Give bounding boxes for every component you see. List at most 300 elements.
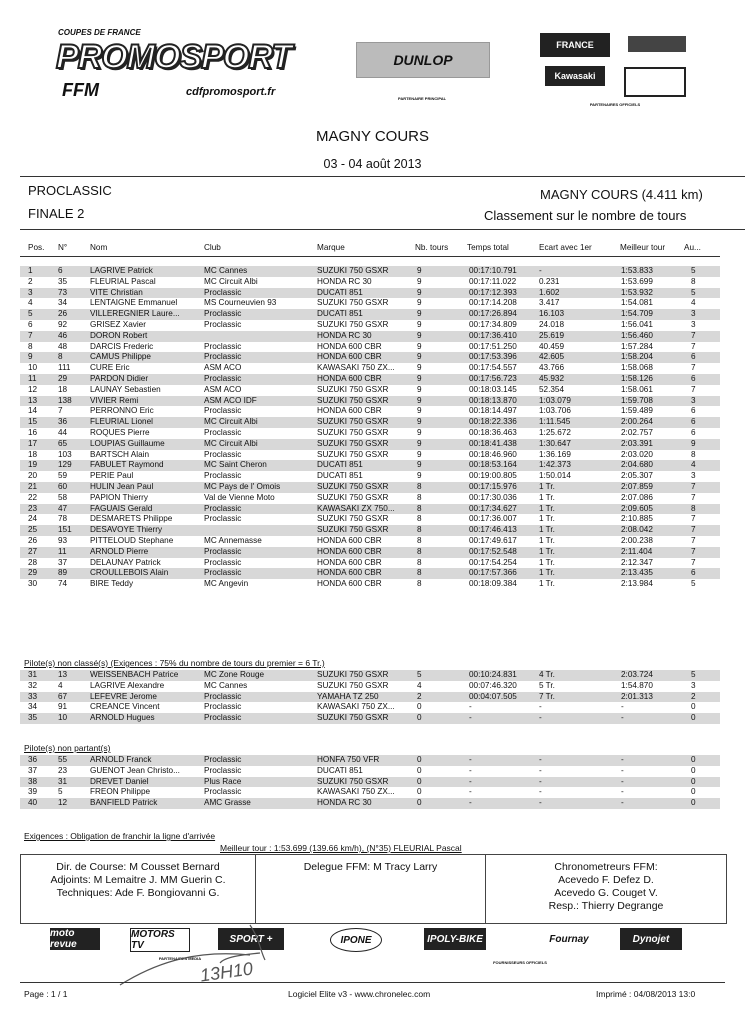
- cell-total-time: 00:17:52.548: [469, 546, 517, 556]
- cell-club: MC Saint Cheron: [204, 460, 267, 470]
- cell-total-time: 00:17:34.809: [469, 320, 517, 329]
- cell-club: Proclassic: [204, 702, 242, 712]
- cell-pos: 8: [28, 341, 33, 351]
- cell-gap: 1 Tr.: [539, 536, 555, 545]
- cell-best-lap: 1:54.870: [621, 680, 653, 690]
- cell-au: 7: [691, 546, 696, 556]
- cell-club: MC Circuit Albi: [204, 276, 258, 286]
- cell-name: FAGUAIS Gerald: [90, 503, 153, 513]
- cell-club: MS Courneuvien 93: [204, 298, 277, 308]
- cell-make: SUZUKI 750 GSXR: [317, 384, 389, 394]
- technical-staff: Techniques: Ade F. Bongiovanni G.: [56, 887, 220, 899]
- col-au: Au...: [684, 243, 701, 252]
- cell-total-time: 00:17:49.617: [469, 536, 517, 545]
- cell-au: 0: [691, 787, 696, 797]
- cell-name: DARCIS Frederic: [90, 341, 154, 351]
- cell-pos: 9: [28, 352, 33, 362]
- col-make: Marque: [317, 243, 345, 252]
- table-row: [20, 798, 720, 809]
- cell-au: 6: [691, 428, 696, 437]
- cell-club: Proclassic: [204, 514, 242, 524]
- cell-best-lap: 2:13.435: [621, 568, 653, 578]
- cell-best-lap: 1:56.041: [621, 320, 653, 329]
- cell-laps: 9: [417, 266, 422, 275]
- table-row: [20, 514, 720, 525]
- cell-au: 4: [691, 460, 696, 470]
- france-equipement-logo: FRANCE: [540, 33, 610, 57]
- cell-best-lap: 2:03.391: [621, 438, 653, 448]
- cell-best-lap: 1:53.932: [621, 287, 653, 297]
- cell-name: PAPION Thierry: [90, 492, 148, 502]
- table-row: [20, 525, 720, 536]
- cell-laps: 9: [417, 363, 422, 373]
- table-header: [20, 243, 720, 254]
- col-number: N°: [58, 243, 68, 252]
- cell-laps: 9: [417, 428, 422, 437]
- cell-pos: 38: [28, 776, 38, 786]
- brand-name: PROMOSPORT: [56, 38, 291, 76]
- cell-pos: 6: [28, 320, 33, 329]
- cell-au: 6: [691, 352, 696, 362]
- cell-number: 111: [58, 363, 71, 373]
- event-dates: 03 - 04 août 2013: [323, 157, 422, 171]
- cell-au: 7: [691, 492, 696, 502]
- cell-au: 3: [691, 680, 696, 690]
- cell-best-lap: 2:01.313: [621, 691, 653, 701]
- cell-make: DUCATI 851: [317, 471, 363, 481]
- cell-total-time: 00:17:54.557: [469, 363, 517, 373]
- cell-pos: 27: [28, 546, 38, 556]
- cell-pos: 13: [28, 395, 38, 405]
- cell-name: ROQUES Pierre: [90, 428, 150, 437]
- cell-make: DUCATI 851: [317, 765, 363, 775]
- cell-number: 7: [58, 406, 63, 416]
- category: PROCLASSIC: [28, 183, 112, 198]
- cell-best-lap: 1:58.068: [621, 363, 653, 373]
- cell-total-time: 00:18:14.497: [469, 406, 517, 416]
- cell-number: 18: [58, 384, 68, 394]
- cell-total-time: 00:17:10.791: [469, 266, 517, 275]
- table-row: [20, 374, 720, 385]
- cell-gap: -: [539, 702, 542, 712]
- cell-best-lap: -: [621, 713, 624, 723]
- cell-total-time: -: [469, 765, 472, 775]
- cell-pos: 3: [28, 287, 33, 297]
- cell-name: ARNOLD Hugues: [90, 713, 155, 723]
- timekeeper-1: Acevedo F. Defez D.: [558, 874, 654, 886]
- cell-club: Proclassic: [204, 406, 242, 416]
- cell-pos: 7: [28, 330, 33, 340]
- cell-club: Proclassic: [204, 787, 242, 797]
- cell-pos: 37: [28, 765, 38, 775]
- cell-number: 46: [58, 330, 68, 340]
- cell-best-lap: 1:53.699: [621, 276, 653, 286]
- cell-best-lap: -: [621, 755, 624, 764]
- table-row: [20, 331, 720, 342]
- cell-laps: 2: [417, 691, 422, 701]
- cell-club: Proclassic: [204, 449, 242, 459]
- table-row: [20, 363, 720, 374]
- cell-name: CROULLEBOIS Alain: [90, 568, 169, 578]
- cell-name: LAGRIVE Alexandre: [90, 680, 165, 690]
- cell-name: FLEURIAL Lionel: [90, 417, 153, 427]
- cell-number: 37: [58, 557, 68, 567]
- cell-laps: 8: [417, 525, 422, 535]
- cell-gap: 1 Tr.: [539, 482, 555, 491]
- cell-make: SUZUKI 750 GSXR: [317, 449, 389, 459]
- cell-au: 7: [691, 341, 696, 351]
- table-row: [20, 493, 720, 504]
- cell-gap: 7 Tr.: [539, 691, 555, 701]
- cell-laps: 8: [417, 557, 422, 567]
- cell-club: MC Pays de l' Omois: [204, 482, 281, 491]
- col-pos: Pos.: [28, 243, 45, 252]
- table-row: [20, 428, 720, 439]
- cell-gap: 1 Tr.: [539, 525, 555, 535]
- cell-gap: 3.417: [539, 298, 560, 308]
- cell-gap: 0.231: [539, 276, 560, 286]
- cell-club: MC Cannes: [204, 680, 248, 690]
- cell-make: SUZUKI 750 GSXR: [317, 492, 389, 502]
- ipoly-bike-logo: IPOLY-BIKE: [424, 928, 486, 950]
- cell-club: Val de Vienne Moto: [204, 492, 275, 502]
- cell-au: 9: [691, 438, 696, 448]
- cell-number: 78: [58, 514, 68, 524]
- cell-au: 0: [691, 776, 696, 786]
- cell-gap: 40.459: [539, 341, 565, 351]
- cell-pos: 24: [28, 514, 38, 524]
- cell-make: HONDA 600 CBR: [317, 374, 382, 383]
- cell-name: GRISEZ Xavier: [90, 320, 146, 329]
- cell-number: 73: [58, 287, 68, 297]
- cell-number: 55: [58, 755, 68, 764]
- cell-au: 8: [691, 276, 696, 286]
- cell-laps: 9: [417, 374, 422, 383]
- cell-number: 74: [58, 579, 68, 589]
- cell-total-time: 00:17:15.976: [469, 482, 517, 491]
- cell-make: HONDA 600 CBR: [317, 546, 382, 556]
- cell-make: SUZUKI 750 GSXR: [317, 266, 389, 275]
- cell-name: VITE Christian: [90, 287, 143, 297]
- table-row: [20, 558, 720, 569]
- cell-club: MC Circuit Albi: [204, 417, 258, 427]
- emd-logo: [624, 67, 686, 97]
- kawasaki-logo: Kawasaki: [545, 66, 605, 86]
- table-row: [20, 702, 720, 713]
- cell-au: 3: [691, 320, 696, 329]
- cell-total-time: 00:19:00.805: [469, 471, 517, 481]
- cell-best-lap: 2:00.264: [621, 417, 653, 427]
- cell-total-time: 00:17:51.250: [469, 341, 517, 351]
- cell-gap: 1:03.079: [539, 395, 571, 405]
- cell-pos: 14: [28, 406, 38, 416]
- cell-pos: 4: [28, 298, 33, 308]
- cell-club: Proclassic: [204, 503, 242, 513]
- print-date: Imprimé : 04/08/2013 13:0: [596, 989, 696, 999]
- cell-number: 8: [58, 352, 63, 362]
- cell-club: Proclassic: [204, 568, 242, 578]
- cell-make: HONDA RC 30: [317, 798, 372, 808]
- cell-pos: 26: [28, 536, 38, 545]
- cell-laps: 0: [417, 755, 422, 764]
- cell-total-time: 00:17:57.366: [469, 568, 517, 578]
- table-row: [20, 439, 720, 450]
- cell-total-time: 00:17:46.413: [469, 525, 517, 535]
- cell-number: 89: [58, 568, 68, 578]
- cell-gap: 1:36.169: [539, 449, 571, 459]
- cell-total-time: 00:18:09.384: [469, 579, 517, 589]
- cell-club: Proclassic: [204, 471, 242, 481]
- table-row: [20, 298, 720, 309]
- cell-number: 31: [58, 776, 68, 786]
- cell-make: HONFA 750 VFR: [317, 755, 380, 764]
- cell-best-lap: 1:58.204: [621, 352, 653, 362]
- cell-total-time: 00:04:07.505: [469, 691, 517, 701]
- cell-laps: 9: [417, 298, 422, 308]
- cell-best-lap: -: [621, 702, 624, 712]
- cell-total-time: 00:17:56.723: [469, 374, 517, 383]
- table-row: [20, 766, 720, 777]
- cell-au: 7: [691, 525, 696, 535]
- suppliers-caption: FOURNISSEURS OFFICIELS: [493, 960, 547, 965]
- col-name: Nom: [90, 243, 108, 252]
- cell-gap: 1 Tr.: [539, 568, 555, 578]
- cell-number: 91: [58, 702, 68, 712]
- cell-gap: 25.619: [539, 330, 565, 340]
- cell-name: ARNOLD Pierre: [90, 546, 149, 556]
- divider: [20, 982, 725, 983]
- cell-best-lap: 2:09.605: [621, 503, 653, 513]
- cell-club: MC Annemasse: [204, 536, 262, 545]
- cell-number: 11: [58, 546, 67, 556]
- cell-make: DUCATI 851: [317, 309, 363, 319]
- table-row: [20, 309, 720, 320]
- cell-total-time: 00:07:46.320: [469, 680, 517, 690]
- event-venue: MAGNY COURS: [315, 128, 430, 145]
- cell-name: LOUPIAS Guillaume: [90, 438, 165, 448]
- cell-au: 7: [691, 536, 696, 545]
- cell-best-lap: 1:58.126: [621, 374, 653, 383]
- cell-make: HONDA RC 30: [317, 330, 372, 340]
- cell-number: 4: [58, 680, 63, 690]
- cell-laps: 5: [417, 670, 422, 679]
- table-row: [20, 670, 720, 681]
- cell-club: MC Angevin: [204, 579, 249, 589]
- cell-name: GUENOT Jean Christo...: [90, 765, 180, 775]
- table-row: [20, 320, 720, 331]
- table-row: [20, 396, 720, 407]
- cell-best-lap: 2:03.020: [621, 449, 653, 459]
- dunlop-logo: DUNLOP: [356, 42, 490, 78]
- timekeepers-title: Chronometreurs FFM:: [554, 861, 658, 873]
- cell-total-time: 00:18:13.870: [469, 395, 517, 405]
- cell-pos: 34: [28, 702, 38, 712]
- software-info: Logiciel Elite v3 - www.chronelec.com: [288, 989, 431, 999]
- cell-pos: 5: [28, 309, 33, 319]
- table-row: [20, 504, 720, 515]
- cell-gap: 1 Tr.: [539, 557, 555, 567]
- ffm-delegate: Delegue FFM: M Tracy Larry: [256, 855, 486, 923]
- cell-make: KAWASAKI 750 ZX...: [317, 702, 395, 712]
- cell-make: HONDA 600 CBR: [317, 579, 382, 589]
- cell-gap: 1:42.373: [539, 460, 571, 470]
- cell-make: SUZUKI 750 GSXR: [317, 438, 389, 448]
- cell-gap: 5 Tr.: [539, 680, 555, 690]
- cell-number: 44: [58, 428, 68, 437]
- table-row: [20, 713, 720, 724]
- cell-pos: 18: [28, 449, 38, 459]
- official-partners-caption: PARTENAIRES OFFICIELS: [589, 102, 641, 107]
- cell-laps: 0: [417, 765, 422, 775]
- cell-club: Proclassic: [204, 546, 242, 556]
- cell-pos: 30: [28, 579, 38, 589]
- sport-plus-logo: SPORT +: [218, 928, 284, 950]
- cell-make: SUZUKI 750 GSXR: [317, 670, 389, 679]
- table-row: [20, 406, 720, 417]
- cell-au: 0: [691, 765, 696, 775]
- cell-club: AMC Grasse: [204, 798, 251, 808]
- cell-name: PERIE Paul: [90, 471, 134, 481]
- cell-total-time: 00:10:24.831: [469, 670, 517, 679]
- cell-laps: 8: [417, 514, 422, 524]
- cell-au: 6: [691, 417, 696, 427]
- cell-make: KAWASAKI 750 ZX...: [317, 363, 395, 373]
- cell-au: 8: [691, 449, 696, 459]
- cell-best-lap: 1:54.709: [621, 309, 653, 319]
- cell-au: 6: [691, 374, 696, 383]
- cell-club: Proclassic: [204, 428, 242, 437]
- cell-best-lap: 1:56.460: [621, 330, 653, 340]
- cell-make: SUZUKI 750 GSXR: [317, 514, 389, 524]
- cell-gap: 16.103: [539, 309, 565, 319]
- cell-laps: 9: [417, 449, 422, 459]
- cell-laps: 8: [417, 492, 422, 502]
- cell-gap: -: [539, 755, 542, 764]
- cell-total-time: -: [469, 755, 472, 764]
- cell-club: ASM ACO: [204, 363, 242, 373]
- cell-best-lap: 1:54.081: [621, 298, 653, 308]
- cell-au: 7: [691, 384, 696, 394]
- cell-total-time: -: [469, 787, 472, 797]
- cell-gap: 1:25.672: [539, 428, 571, 437]
- cell-laps: 4: [417, 680, 422, 690]
- cell-make: HONDA RC 30: [317, 276, 372, 286]
- cell-number: 34: [58, 298, 68, 308]
- cell-pos: 35: [28, 713, 38, 723]
- cell-pos: 33: [28, 691, 38, 701]
- cell-make: HONDA 600 CBR: [317, 406, 382, 416]
- cell-best-lap: -: [621, 765, 624, 775]
- cell-name: PARDON Didier: [90, 374, 149, 383]
- cell-best-lap: 2:12.347: [621, 557, 653, 567]
- cell-gap: 24.018: [539, 320, 565, 329]
- cell-pos: 17: [28, 438, 38, 448]
- table-row: [20, 352, 720, 363]
- cell-gap: -: [539, 776, 542, 786]
- cell-gap: 1:03.706: [539, 406, 571, 416]
- cell-name: LEFEVRE Jerome: [90, 691, 157, 701]
- table-row: [20, 547, 720, 558]
- timekeepers: [486, 855, 726, 923]
- table-row: [20, 417, 720, 428]
- cell-total-time: 00:17:26.894: [469, 309, 517, 319]
- cell-laps: 9: [417, 287, 422, 297]
- cell-gap: -: [539, 713, 542, 723]
- cell-number: 12: [58, 798, 68, 808]
- cell-total-time: 00:17:14.208: [469, 298, 517, 308]
- cell-pos: 40: [28, 798, 38, 808]
- cell-total-time: 00:17:36.410: [469, 330, 517, 340]
- cell-laps: 9: [417, 320, 422, 329]
- cell-number: 47: [58, 503, 68, 513]
- table-row: [20, 482, 720, 493]
- cell-number: 92: [58, 320, 68, 329]
- cell-total-time: 00:17:36.007: [469, 514, 517, 524]
- table-row: [20, 460, 720, 471]
- cell-club: Proclassic: [204, 320, 242, 329]
- cell-make: YAMAHA TZ 250: [317, 691, 379, 701]
- media-partners-caption: PARTENAIRES MEDIA: [158, 956, 202, 961]
- cell-laps: 9: [417, 384, 422, 394]
- cell-club: Proclassic: [204, 352, 242, 362]
- cell-name: FREON Philippe: [90, 787, 151, 797]
- cell-laps: 8: [417, 482, 422, 491]
- divider: [20, 229, 745, 230]
- cell-gap: 1 Tr.: [539, 492, 555, 502]
- timekeeper-2: Acevedo G. Couget V.: [554, 887, 658, 899]
- cell-best-lap: 1:57.284: [621, 341, 653, 351]
- cell-name: DESAVOYE Thierry: [90, 525, 163, 535]
- cell-make: SUZUKI 750 GSXR: [317, 395, 389, 405]
- promosport-logo: [56, 28, 296, 108]
- cell-number: 23: [58, 765, 68, 775]
- cell-laps: 0: [417, 787, 422, 797]
- cell-total-time: 00:17:54.254: [469, 557, 517, 567]
- cell-au: 5: [691, 579, 696, 589]
- cell-best-lap: -: [621, 776, 624, 786]
- cell-laps: 0: [417, 702, 422, 712]
- cell-au: 7: [691, 363, 696, 373]
- cell-make: DUCATI 851: [317, 460, 363, 470]
- cell-pos: 23: [28, 503, 38, 513]
- table-row: [20, 342, 720, 353]
- col-club: Club: [204, 243, 221, 252]
- motors-tv-logo: MOTORS TV: [130, 928, 190, 952]
- cell-make: KAWASAKI 750 ZX...: [317, 787, 395, 797]
- cell-total-time: 00:18:41.438: [469, 438, 517, 448]
- table-row: [20, 787, 720, 798]
- cell-au: 0: [691, 755, 696, 764]
- cell-name: BARTSCH Alain: [90, 449, 150, 459]
- cell-number: 26: [58, 309, 68, 319]
- cell-number: 35: [58, 276, 68, 286]
- cell-best-lap: 2:13.984: [621, 579, 653, 589]
- cell-au: 7: [691, 514, 696, 524]
- cell-au: 5: [691, 287, 696, 297]
- cell-number: 58: [58, 492, 68, 502]
- cell-total-time: 00:18:03.145: [469, 384, 517, 394]
- cell-au: 5: [691, 670, 696, 679]
- cell-laps: 9: [417, 438, 422, 448]
- cell-name: DELAUNAY Patrick: [90, 557, 161, 567]
- cell-club: MC Circuit Albi: [204, 438, 258, 448]
- cell-gap: -: [539, 798, 542, 808]
- cell-total-time: -: [469, 798, 472, 808]
- cell-pos: 29: [28, 568, 38, 578]
- cell-total-time: 00:17:34.627: [469, 503, 517, 513]
- circuit-length: MAGNY COURS (4.411 km): [540, 187, 703, 202]
- cell-number: 10: [58, 713, 68, 723]
